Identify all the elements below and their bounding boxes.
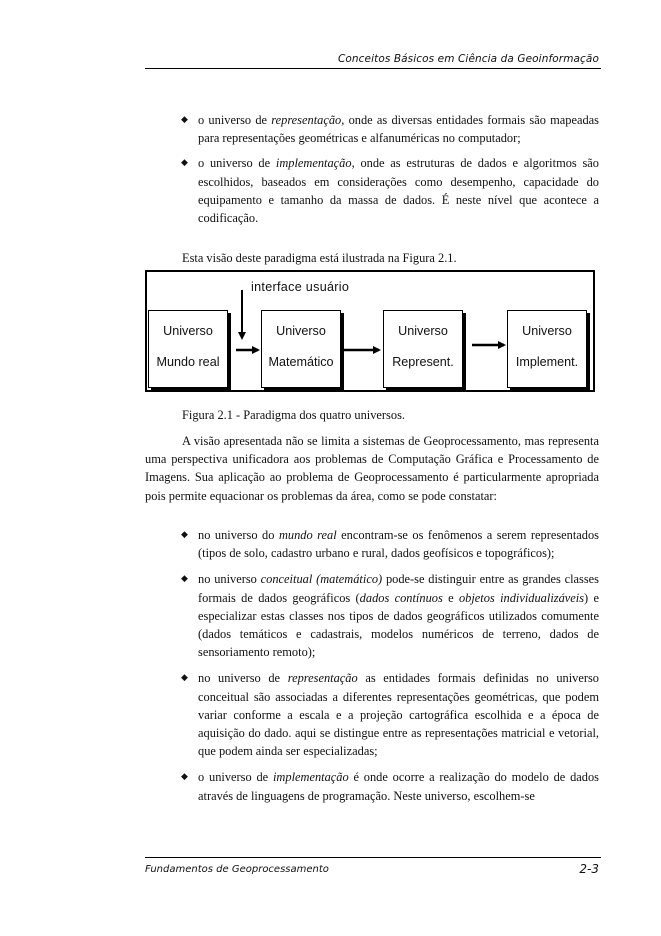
footer-rule	[145, 857, 601, 858]
box-mundo-real: Universo Mundo real	[148, 310, 228, 388]
box-matematico: Universo Matemático	[261, 310, 341, 388]
header-rule	[145, 68, 601, 69]
footer-book-title: Fundamentos de Geoprocessamento	[145, 864, 329, 875]
figure-intro-line: Esta visão deste paradigma está ilustrada na Figura 2.1.	[182, 251, 457, 265]
figure-caption: Figura 2.1 - Paradigma dos quatro universos.	[182, 408, 405, 422]
box-represent: Universo Represent.	[383, 310, 463, 388]
diamond-bullet-icon: ◆	[181, 573, 188, 584]
diamond-bullet-icon: ◆	[181, 157, 188, 168]
diamond-bullet-icon: ◆	[181, 114, 188, 124]
bottom-bullet-list	[181, 526, 599, 813]
list-item: ◆ no universo conceitual (matemático) pode-se distinguir entre as grandes classes formais de dados geográficos (dados contínuos e objetos individualizáveis) e especializar estas classes nos tipos de dados geográficos utilizados comumente (dados temáticos e cadastrais, modelos numéricos de terreno, dados de sensoriamento remoto);	[181, 572, 599, 660]
list-item: ◆ no universo do mundo real encontram-se os fenômenos a serem representados (tipos de solo, cadastro urbano e rural, dados geofísicos e topográficos);	[181, 528, 599, 561]
page-number: 2-3	[579, 862, 599, 876]
box-implement: Universo Implement.	[507, 310, 587, 388]
list-item: ◆ o universo de implementação, onde as estruturas de dados e algoritmos são escolhidos, baseados em considerações como desempenho, capacidade do equipamento e tamanho da massa de dados. É neste nível que acontece a codificação.	[181, 156, 600, 226]
list-item: ◆ o universo de implementação é onde ocorre a realização do modelo de dados através de linguagens de programação. Neste universo, escolhem-se	[181, 770, 600, 803]
body-paragraph: A visão apresentada não se limita a sistemas de Geoprocessamento, mas representa uma perspectiva unificadora aos problemas de Computação Gráfica e Processamento de Imagens. Sua aplicação ao problema de Geoprocessamento é particularmente apropriada pois permite equacionar os problemas da área, como se pode constatar:	[145, 434, 599, 503]
diamond-bullet-icon: ◆	[181, 771, 188, 782]
list-item: ◆ o universo de representação, onde as diversas entidades formais são mapeadas para representações geométricas e alfanuméricas no computador;	[181, 113, 599, 146]
top-bullet-list	[181, 111, 599, 234]
interface-label: interface usuário	[251, 280, 350, 294]
header-title: Conceitos Básicos em Ciência da Geoinformação	[337, 53, 599, 65]
diamond-bullet-icon: ◆	[181, 529, 188, 539]
list-item: ◆ no universo de representação as entidades formais definidas no universo conceitual são associadas a diferentes representações geométricas, que podem variar conforme a escala e a projeção cartográfica escolhida e a época de aquisição do dado. aqui se distingue entre as representações matricial e vetorial, que podem ainda ser especializadas;	[181, 671, 599, 759]
figure-2-1	[145, 270, 595, 395]
diamond-bullet-icon: ◆	[181, 672, 188, 683]
